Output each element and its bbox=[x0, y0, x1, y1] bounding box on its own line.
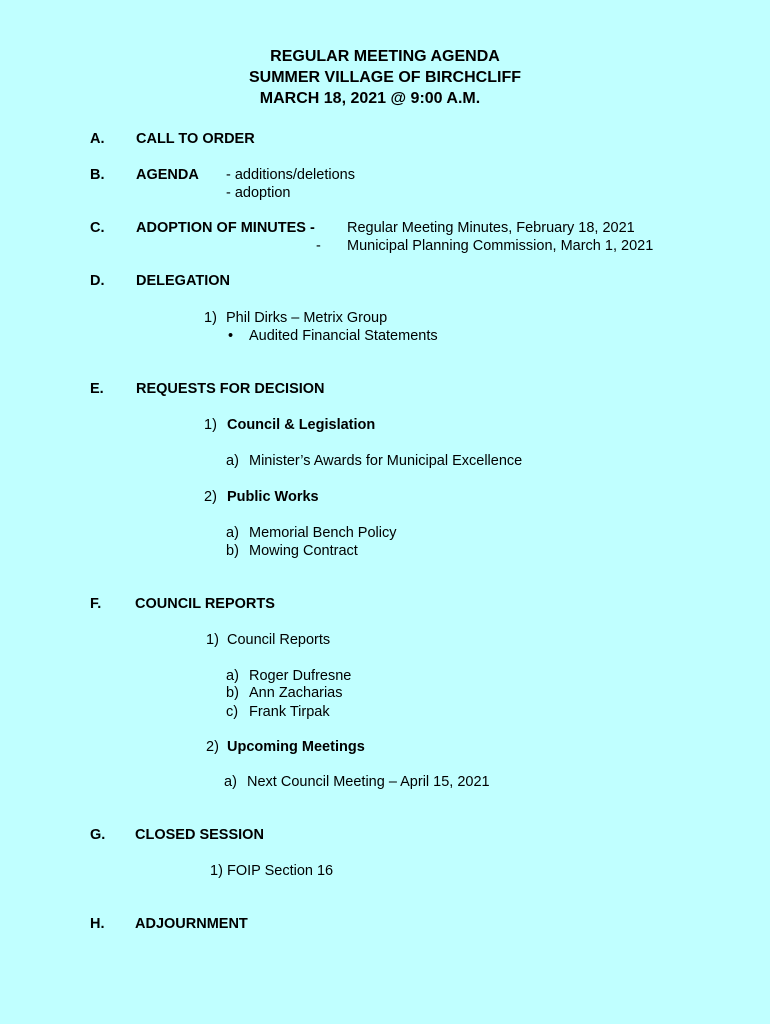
section-h-title: ADJOURNMENT bbox=[135, 916, 248, 932]
section-f-title: COUNCIL REPORTS bbox=[135, 596, 275, 612]
subsection-title: Council & Legislation bbox=[227, 417, 376, 433]
item-text: Roger Dufresne bbox=[249, 668, 352, 684]
subsection-number: 1) bbox=[204, 417, 217, 433]
section-e-letter: E. bbox=[90, 381, 104, 397]
bullet-icon: • bbox=[228, 328, 234, 344]
item-text: Memorial Bench Policy bbox=[249, 525, 397, 541]
item-letter: a) bbox=[224, 774, 237, 790]
subsection-number: 1) bbox=[206, 632, 219, 648]
section-c-title: ADOPTION OF MINUTES - bbox=[136, 220, 315, 236]
section-g-letter: G. bbox=[90, 827, 106, 843]
subsection-title: Upcoming Meetings bbox=[227, 739, 365, 755]
title-line-3: MARCH 18, 2021 @ 9:00 A.M. bbox=[259, 90, 481, 107]
closed-session-number: 1) bbox=[210, 863, 223, 879]
subsection-number: 2) bbox=[204, 489, 217, 505]
delegation-bullet-text: Audited Financial Statements bbox=[249, 328, 438, 344]
item-letter: a) bbox=[226, 668, 239, 684]
subsection-title: Council Reports bbox=[227, 632, 331, 648]
section-b-title: AGENDA bbox=[136, 167, 199, 183]
item-text: Next Council Meeting – April 15, 2021 bbox=[247, 774, 490, 790]
title-line-2: SUMMER VILLAGE OF BIRCHCLIFF bbox=[249, 69, 521, 86]
minutes-item: Municipal Planning Commission, March 1, 2021 bbox=[347, 238, 654, 254]
minutes-item: Regular Meeting Minutes, February 18, 2021 bbox=[347, 220, 635, 236]
closed-session-item: FOIP Section 16 bbox=[227, 863, 334, 879]
section-d-letter: D. bbox=[90, 273, 105, 289]
delegation-item: Phil Dirks – Metrix Group bbox=[226, 310, 388, 326]
item-text: Mowing Contract bbox=[249, 543, 358, 559]
item-letter: a) bbox=[226, 453, 239, 469]
section-f-letter: F. bbox=[90, 596, 102, 612]
item-letter: b) bbox=[226, 543, 239, 559]
item-letter: a) bbox=[226, 525, 239, 541]
section-e-title: REQUESTS FOR DECISION bbox=[136, 381, 325, 397]
item-text: Frank Tirpak bbox=[249, 704, 330, 720]
item-text: Minister’s Awards for Municipal Excellence bbox=[249, 453, 523, 469]
section-g-title: CLOSED SESSION bbox=[135, 827, 264, 843]
item-text: Ann Zacharias bbox=[249, 685, 343, 701]
section-d-title: DELEGATION bbox=[136, 273, 230, 289]
title-line-1: REGULAR MEETING AGENDA bbox=[270, 48, 500, 65]
section-c-letter: C. bbox=[90, 220, 105, 236]
section-h-letter: H. bbox=[90, 916, 105, 932]
section-a-title: CALL TO ORDER bbox=[136, 131, 255, 147]
agenda-item: - additions/deletions bbox=[226, 167, 355, 183]
section-b-letter: B. bbox=[90, 167, 105, 183]
subsection-number: 2) bbox=[206, 739, 219, 755]
section-c-dash: - bbox=[316, 238, 321, 254]
item-letter: b) bbox=[226, 685, 239, 701]
item-letter: c) bbox=[226, 704, 239, 720]
delegation-number: 1) bbox=[204, 310, 217, 326]
section-a-letter: A. bbox=[90, 131, 105, 147]
subsection-title: Public Works bbox=[227, 489, 319, 505]
agenda-item: - adoption bbox=[226, 185, 291, 201]
